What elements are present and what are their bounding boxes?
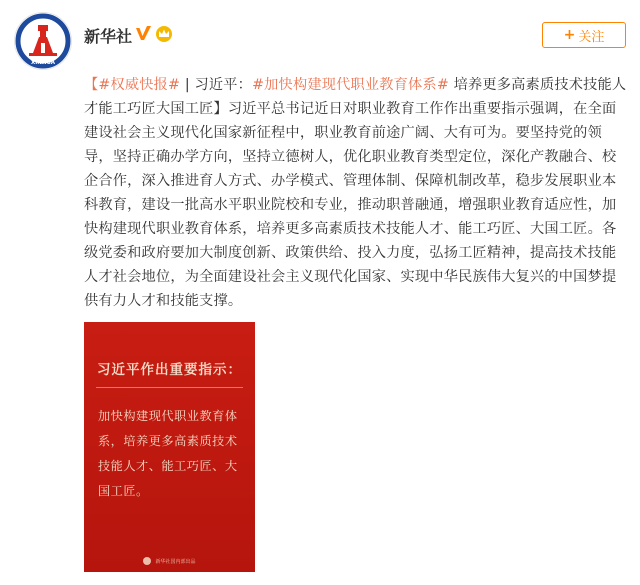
post-separator: | 习近平： — [180, 77, 253, 93]
crown-icon — [155, 25, 173, 42]
image-heading: 习近平作出重要指示： — [97, 362, 242, 378]
xinhua-footer-icon — [143, 557, 151, 565]
post-image[interactable] — [84, 322, 255, 572]
topic-link[interactable]: #加快构建现代职业教育体系# — [252, 77, 449, 93]
plus-icon: + — [563, 27, 576, 43]
follow-label: 关注 — [578, 29, 605, 45]
avatar-text: XINHUA — [30, 60, 56, 66]
author-name[interactable]: 新华社 — [84, 27, 133, 46]
follow-button[interactable] — [542, 22, 626, 48]
post-text — [84, 73, 629, 313]
xinhua-logo-icon — [15, 13, 71, 69]
image-body-text: 加快构建现代职业教育体系，培养更多高素质技术技能人才、能工巧匠、大国工匠。 — [98, 409, 238, 498]
image-footer — [84, 557, 255, 565]
avatar[interactable] — [14, 12, 72, 70]
hashtag-link[interactable]: 【#权威快报# — [84, 77, 181, 93]
post-body: 培养更多高素质技术技能人才能工巧匠大国工匠】习近平总书记近日对职业教育工作作出重要指示强调，在全面建设社会主义现代化国家新征程中，职业教育前途广阔、大有可为。要坚持党的领导，坚持正确办学方向，坚持立德树人，优化职业教育类型定位，深化产教融合、校企合作，深入推进育人方式、办学模式、管理体制、保障机制改革，稳步发展职业本科教育，建设一批高水平职业院校和专业，推动职普融通，增强职业教育适应性，加快构建现代职业教育体系，培养更多高素质技术技能人才、能工巧匠、大国工匠。各级党委和政府要加大制度创新、政策供给、投入力度，弘扬工匠精神，提高技术技能人才社会地位，为全面建设社会主义现代化国家、实现中华民族伟大复兴的中国梦提供有力人才和技能支撑。 — [84, 77, 627, 309]
verified-v-icon — [135, 25, 152, 42]
image-divider — [96, 387, 243, 388]
image-footer-text: 新华社国内部出品 — [155, 558, 196, 565]
